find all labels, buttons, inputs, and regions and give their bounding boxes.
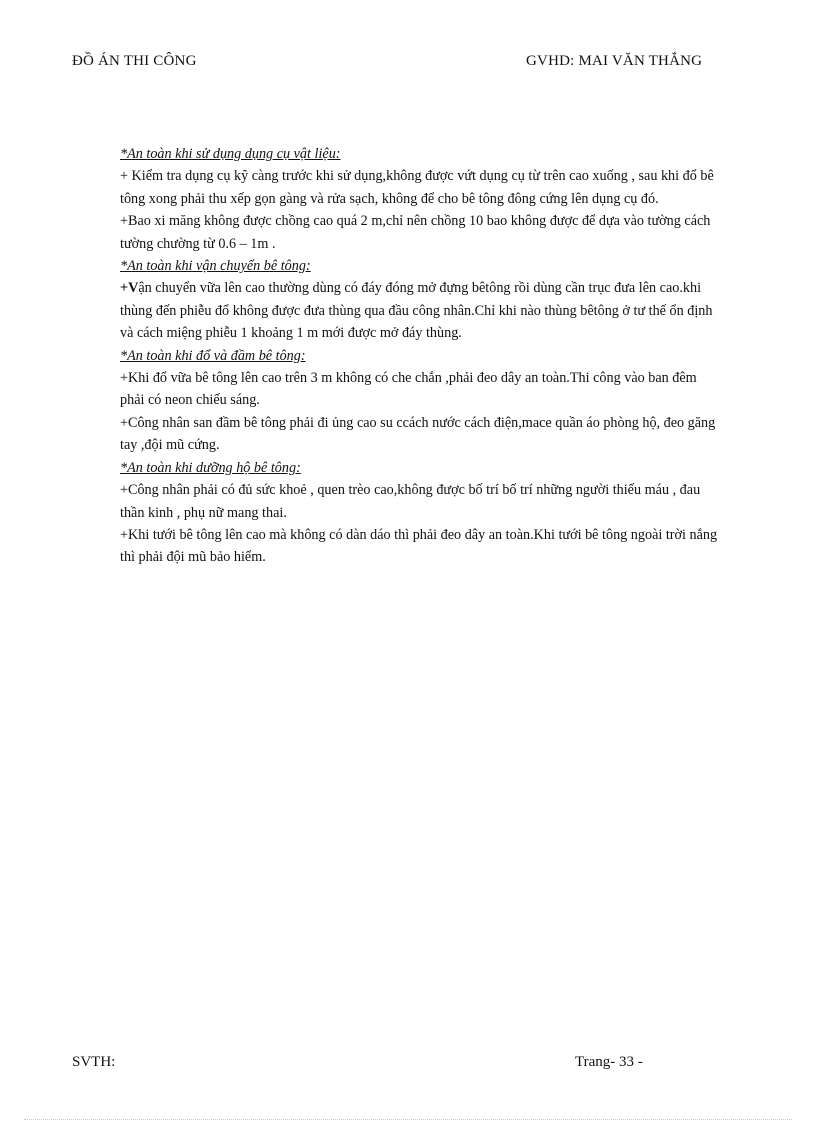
section-heading-pouring: *An toàn khi đổ và đầm bê tông: [120, 347, 306, 364]
paragraph-pouring-1: +Khi đổ vữa bê tông lên cao trên 3 m không có che chắn ,phải đeo dây an toàn.Thi công vào ban đêm phải có neon chiếu sáng. [120, 370, 697, 409]
paragraph-transport-1 [120, 277, 720, 344]
section-heading-curing: *An toàn khi dưỡng hộ bê tông: [120, 459, 301, 476]
footer-left-student: SVTH: [72, 1054, 116, 1070]
page-bottom-divider [24, 1119, 792, 1120]
section-heading-transport: *An toàn khi vận chuyển bê tông: [120, 258, 311, 275]
paragraph-tools-1: + Kiểm tra dụng cụ kỹ càng trước khi sử dụng,không được vứt dụng cụ từ trên cao xuống , sau khi đổ bê tông xong phải thu xếp gọn gàng và rửa sạch, không để cho bê tông đông cứng lên dụng cụ đó. [120, 168, 714, 207]
paragraph-transport-lead: +V [120, 280, 139, 297]
paragraph-tools-2: +Bao xi măng không được chồng cao quá 2 m,chỉ nên chồng 10 bao không được để dựa vào tường cách tường chường từ 0.6 – 1m . [120, 213, 711, 252]
footer-page-number: Trang- 33 - [575, 1054, 643, 1070]
section-heading-tools: *An toàn khi sử dụng dụng cụ vật liệu: [120, 146, 341, 162]
document-body [120, 143, 720, 569]
paragraph-pouring-2: +Công nhân san đầm bê tông phải đi ủng cao su ccách nước cách điện,mace quần áo phòng hộ, đeo găng tay ,đội mũ cứng. [120, 414, 716, 454]
header-right-advisor: GVHD: MAI VĂN THẮNG [526, 53, 703, 69]
header-left-title: ĐỒ ÁN THI CÔNG [72, 53, 197, 69]
paragraph-transport-rest: ận chuyển vữa lên cao thường dùng có đáy đóng mở đựng bêtông rồi dùng cần trục đưa lên cao.khi thùng đến phiễu đổ không được đưa thùng qua đầu công nhân.Chỉ khi nào thùng bêtông ở tư thế ổn định và cách miệng phiễu 1 khoảng 1 m mới được mở đáy thùng. [120, 280, 713, 342]
paragraph-curing-1: +Công nhân phải có đủ sức khoẻ , quen trèo cao,không được bố trí bố trí những người thiếu máu , đau thần kinh , phụ nữ mang thai. [120, 482, 701, 521]
paragraph-curing-2: +Khi tưới bê tông lên cao mà không có dàn dáo thì phải đeo dây an toàn.Khi tưới bê tông ngoài trời nắng thì phải đội mũ bảo hiểm. [120, 526, 718, 566]
